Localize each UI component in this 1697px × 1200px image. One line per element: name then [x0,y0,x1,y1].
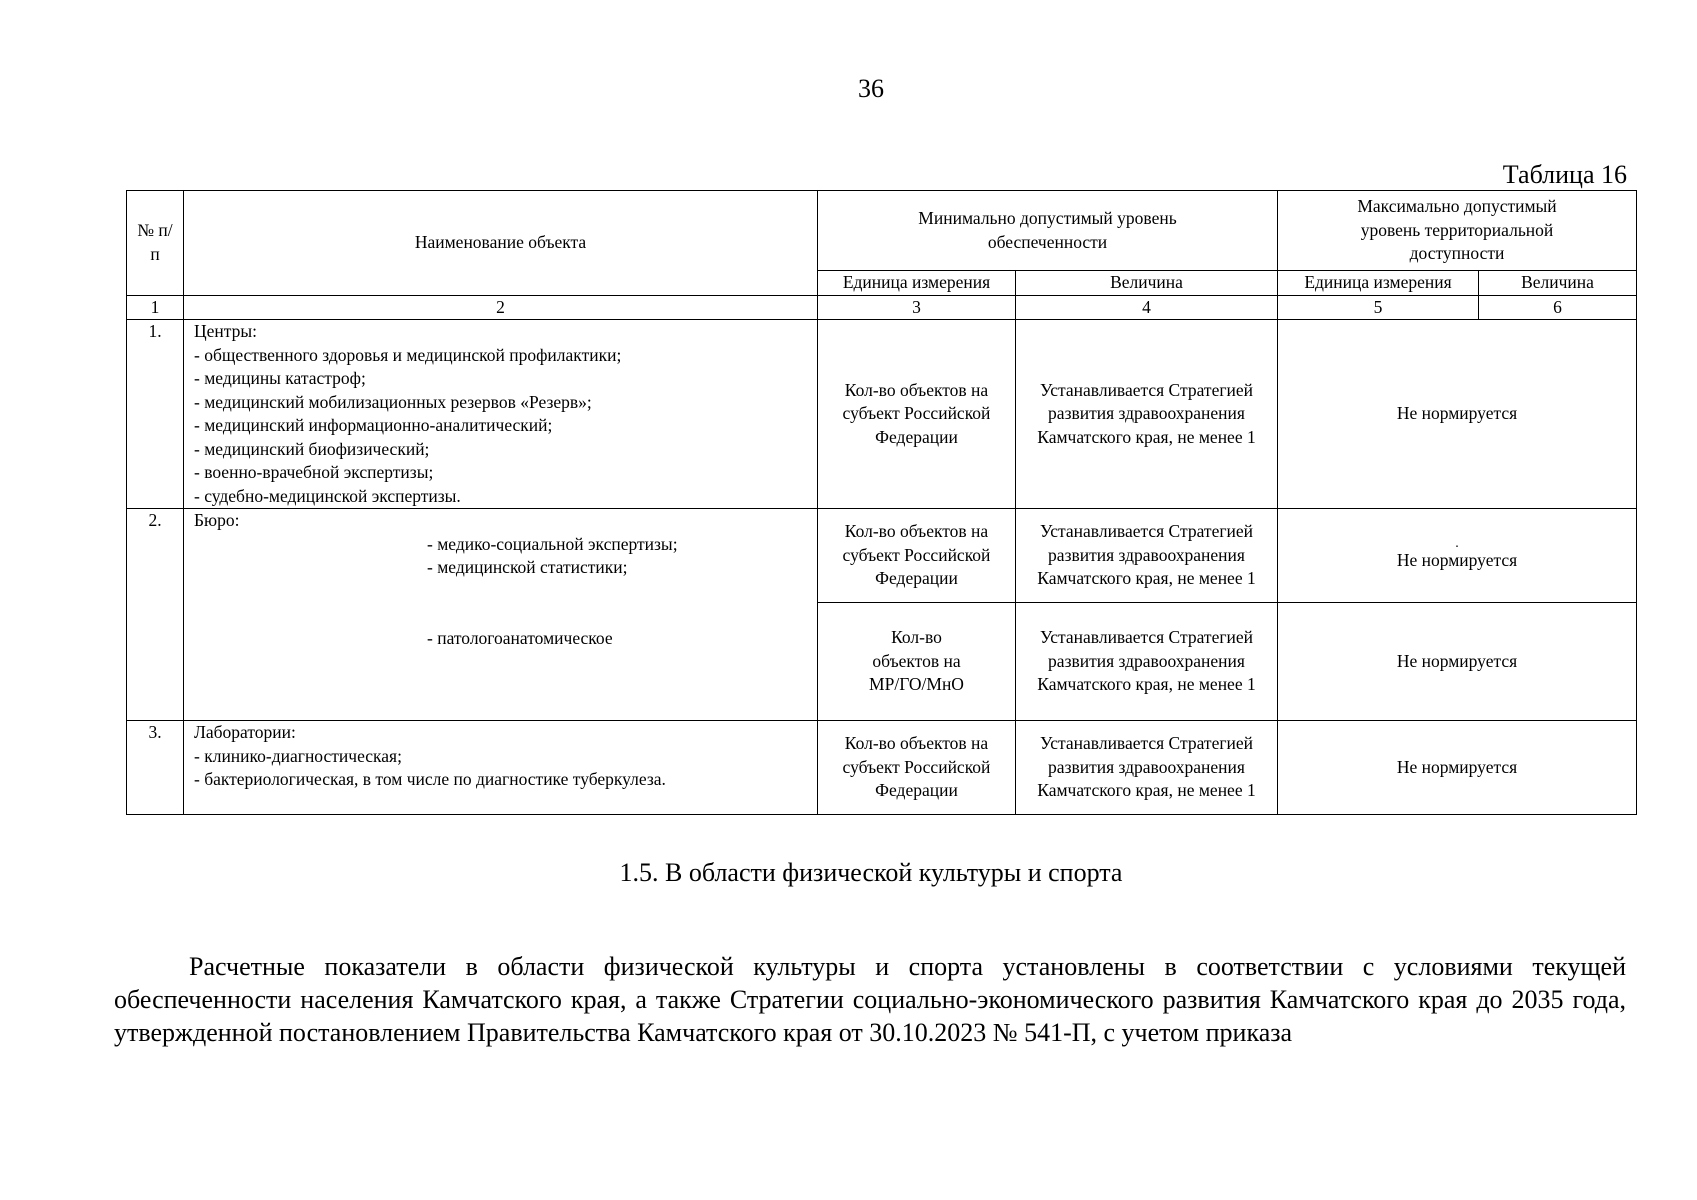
list-item: - патологоанатомическое [427,627,613,648]
col-number: 1 [127,295,184,320]
object-group-title: Центры: [194,321,258,341]
max-cell: Не нормируется [1278,721,1637,815]
list-item: - общественного здоровья и медицинской профилактики; [194,344,622,365]
header-min-unit: Единица измерения [818,271,1016,296]
header-name: Наименование объекта [184,191,818,296]
object-group-title: Бюро: [194,510,240,530]
value-cell: Устанавливается Стратегией развития здравоохранения Камчатского края, не менее 1 [1016,320,1278,509]
object-name-cell [184,721,818,815]
standards-table [126,190,1637,815]
header-max-value: Величина [1479,271,1637,296]
table-caption: Таблица 16 [1502,160,1627,189]
column-number-row [127,295,1637,320]
col-number: 2 [184,295,818,320]
list-item: - военно-врачебной экспертизы; [194,462,434,482]
list-item: - медицинский информационно-аналитический; [194,415,553,435]
list-item: - медико-социальной экспертизы; [427,533,678,554]
object-group-title: Лаборатории: [194,722,296,742]
list-item: - бактериологическая, в том числе по диагностике туберкулеза. [194,769,666,789]
list-item: - клинико-диагностическая; [194,745,402,766]
unit-cell: Кол-во объектов на субъект Российской Федерации [818,320,1016,509]
col-number: 4 [1016,295,1278,320]
max-text: Не нормируется [1396,549,1518,570]
max-cell: Не нормируется [1278,320,1637,509]
section-title: 1.5. В области физической культуры и спорта [619,858,1123,887]
header-min-value: Величина [1016,271,1278,296]
value-cell: Устанавливается Стратегией развития здравоохранения Камчатского края, не менее 1 [1016,603,1278,721]
value-cell: Устанавливается Стратегией развития здравоохранения Камчатского края, не менее 1 [1016,509,1278,603]
table-row [127,509,1637,603]
unit-cell: Кол-во объектов на субъект Российской Федерации [818,721,1016,815]
col-number: 3 [818,295,1016,320]
page-number: 36 [858,74,884,103]
list-item: - медицинской статистики; [427,557,628,577]
list-item: - судебно-медицинской экспертизы. [194,485,461,506]
list-item: - медицинский биофизический; [194,438,430,459]
list-item: - медицины катастроф; [194,368,366,388]
col-number: 5 [1278,295,1479,320]
header-max-unit: Единица измерения [1278,271,1479,296]
body-paragraph: Расчетные показатели в области физической культуры и спорта установлены в соответствии с условиями текущей обеспеченности населения Камчатского края, а также Стратегии социально-экономического развития Камчатского края до 2035 года, утвержденной постановлением Правительства Камчатского края от 30.10.2023 № 541-П, с учетом приказа [114,952,1626,1047]
list-item: - медицинский мобилизационных резервов «Резерв»; [194,391,592,412]
unit-cell: Кол-во объектов на субъект Российской Федерации [818,509,1016,603]
max-cell [1278,509,1637,603]
object-name-cell [184,320,818,509]
header-min-group: Минимально допустимый уровень обеспеченности [818,191,1278,271]
max-mark: . [1455,535,1459,551]
row-number: 1. [127,320,184,509]
table-row [127,721,1637,815]
header-num: № п/п [127,191,184,296]
table-row [127,320,1637,509]
object-name-cell [184,509,818,721]
header-max-group: Максимально допустимый уровень территориальной доступности [1278,191,1637,271]
value-cell: Устанавливается Стратегией развития здравоохранения Камчатского края, не менее 1 [1016,721,1278,815]
row-number: 3. [127,721,184,815]
col-number: 6 [1479,295,1637,320]
unit-cell: Кол-во объектов на МР/ГО/МнО [818,603,1016,721]
row-number: 2. [127,509,184,721]
max-cell: Не нормируется [1278,603,1637,721]
header-row [127,191,1637,271]
